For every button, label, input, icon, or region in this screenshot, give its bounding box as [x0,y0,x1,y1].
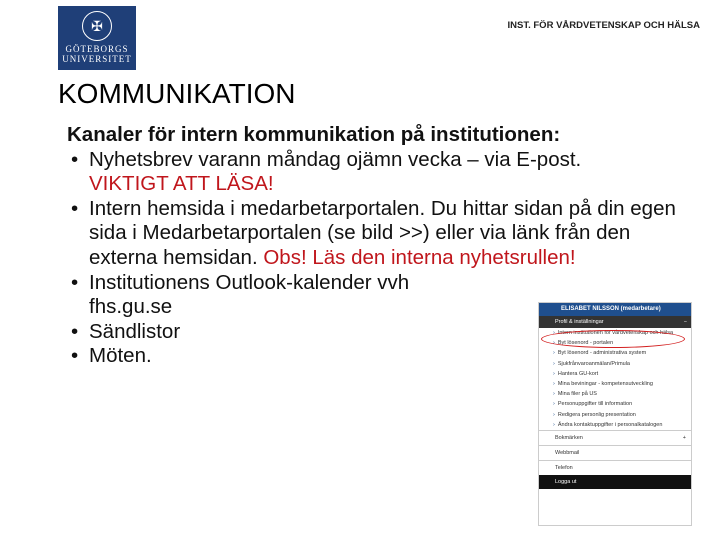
bullet-text: Möten. [89,344,152,368]
university-seal-icon: ✠ [82,11,112,41]
bullet-emphasis: Obs! Läs den interna nyhetsrullen! [263,245,576,269]
bullet-text: Nyhetsbrev varann måndag ojämn vecka – via E-post. [89,147,582,171]
menu-item: › Byt lösenord - portalen [539,338,691,348]
university-logo [58,6,136,70]
slide-title: KOMMUNIKATION [58,78,296,109]
plus-icon: + [682,434,686,441]
user-bar: ELISABET NILSSON (medarbetare) [539,303,691,316]
menu-item: › Mina filer på US [539,389,691,399]
bullet-text: Sändlistor [89,319,181,343]
logo-line-2: UNIVERSITET [62,54,132,64]
bullet-text: Institutionens Outlook-kalender vvh fhs.gu.se [89,270,410,319]
section-webmail [539,445,691,460]
section-label: Telefon [555,464,573,471]
profile-header [539,316,691,328]
list-item [67,148,697,197]
section-label: Bokmärken [555,434,583,441]
profile-header-label: Profil & inställningar [555,319,604,325]
section-bookmarks [539,430,691,445]
menu-item: › Mina beviningar - kompetensutveckling [539,379,691,389]
list-item [67,271,449,320]
menu-item: › Sjukfrånvaroanmälan/Primula [539,359,691,369]
institution-name: INST. FÖR VÅRDVETENSKAP OCH HÄLSA [507,20,700,31]
bullet-emphasis: VIKTIGT ATT LÄSA! [89,172,274,196]
menu-item: › Redigera personlig presentation [539,410,691,420]
menu-item: › Byt lösenord - administrativa system [539,348,691,358]
collapse-icon: − [683,319,687,325]
portal-screenshot [538,302,692,526]
highlight-ring [541,330,685,348]
list-item [67,197,697,271]
bullet-text: Intern hemsida i medarbetarportalen. Du hittar sidan på din egen sida i Medarbetarportalen (se bild >>) eller via länk från den externa hemsidan. [89,196,676,269]
menu-item: › Ändra kontaktuppgifter i personalkatalogen [539,420,691,430]
menu-item: › Personuppgifter till information [539,399,691,409]
logout-bar: Logga ut [539,475,691,489]
section-phone [539,460,691,475]
menu-item: › Intern institutionen för vårdvetenskap och hälsa [539,328,691,338]
logo-line-1: GÖTEBORGS [65,44,129,54]
section-label: Webbmail [555,449,580,456]
intro-text: Kanaler för intern kommunikation på institutionen: [67,123,561,146]
menu-item: › Hantera GU-kort [539,369,691,379]
